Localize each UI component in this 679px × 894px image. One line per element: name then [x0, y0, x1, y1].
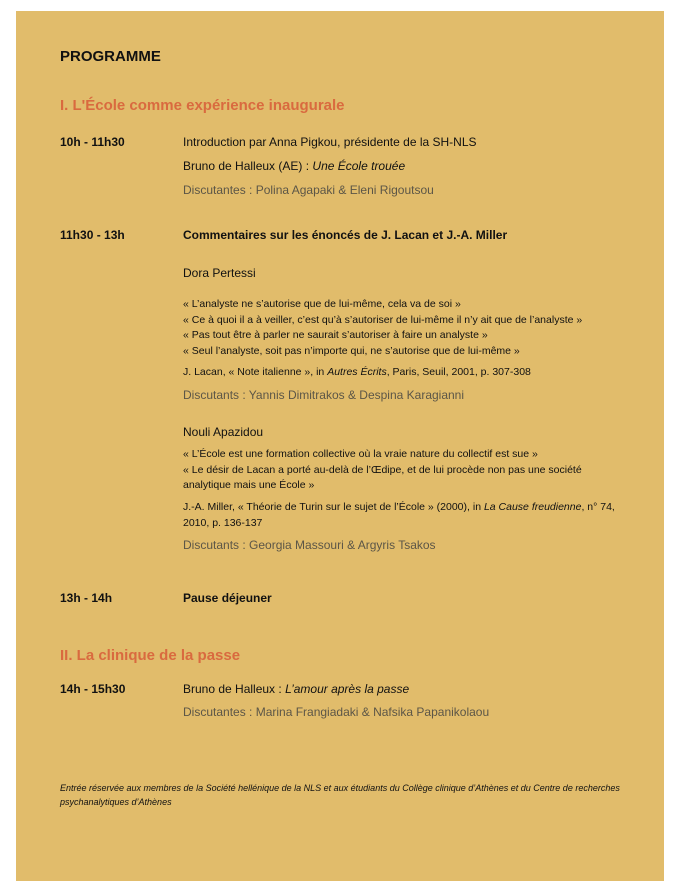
slot-time: 13h - 14h	[60, 591, 113, 605]
quote-list	[183, 297, 582, 359]
discussants: Discutantes : Polina Agapaki & Eleni Rigoutsou	[183, 183, 434, 197]
reference-text: , Paris, Seuil, 2001, p. 307-308	[386, 366, 531, 378]
speaker-name: Dora Pertessi	[183, 266, 256, 280]
slot-title: Pause déjeuner	[183, 591, 272, 605]
speaker-name: Nouli Apazidou	[183, 425, 264, 439]
reference	[183, 365, 628, 381]
talk-speaker: Bruno de Halleux :	[183, 682, 286, 696]
talk-title: L’amour après la passe	[285, 682, 410, 696]
slot-title: Commentaires sur les énoncés de J. Lacan et J.-A. Miller	[183, 228, 508, 242]
quote-list	[183, 447, 628, 494]
footer-note: Entrée réservée aux membres de la Société hellénique de la NLS et aux étudiants du Collège clinique d’Athènes et du Centre de recherches psychanalytiques d’Athènes	[60, 783, 620, 807]
reference-text: J.-A. Miller, « Théorie de Turin sur le sujet de l’École » (2000), in	[183, 501, 484, 513]
section-1-title: I. L'École comme expérience inaugurale	[60, 97, 345, 114]
reference-book: Autres Écrits	[327, 366, 387, 378]
quote: « L’École est une formation collective où la vraie nature du collectif est sue »	[183, 448, 538, 460]
talk-title: Une École trouée	[312, 159, 406, 173]
quote: « Le désir de Lacan a porté au-delà de l’Œdipe, et de lui procède non pas une société analytique mais une École »	[183, 463, 582, 491]
discussants: Discutants : Yannis Dimitrakos & Despina Karagianni	[183, 388, 465, 402]
section-2-title: II. La clinique de la passe	[60, 647, 241, 664]
introduction: Introduction par Anna Pigkou, présidente de la SH-NLS	[183, 135, 477, 149]
reference-text: , n° 74, 2010, p. 136-137	[183, 501, 615, 529]
quote: « L’analyste ne s’autorise que de lui-même, cela va de soi »	[183, 298, 461, 310]
slot-time: 10h - 11h30	[60, 135, 125, 149]
reference-text: J. Lacan, « Note italienne », in	[183, 366, 328, 378]
slot-time: 14h - 15h30	[60, 682, 126, 696]
talk	[183, 682, 409, 696]
discussants: Discutants : Georgia Massouri & Argyris Tsakos	[183, 538, 436, 552]
quote: « Ce à quoi il a à veiller, c’est qu’à s’autoriser de lui-même il n’y ait que de l’analyste »	[183, 313, 583, 326]
programme-heading: PROGRAMME	[60, 48, 161, 65]
reference	[183, 500, 628, 531]
talk-speaker: Bruno de Halleux (AE) :	[183, 159, 313, 173]
reference-book: La Cause freudienne	[483, 501, 582, 513]
discussants: Discutantes : Marina Frangiadaki & Nafsika Papanikolaou	[183, 705, 490, 719]
programme-card	[16, 11, 664, 881]
slot-time: 11h30 - 13h	[60, 228, 125, 242]
talk	[183, 159, 405, 173]
quote: « Seul l’analyste, soit pas n’importe qui, ne s’autorise que de lui-même »	[183, 344, 520, 357]
quote: « Pas tout être à parler ne saurait s’autoriser à faire un analyste »	[183, 329, 488, 341]
